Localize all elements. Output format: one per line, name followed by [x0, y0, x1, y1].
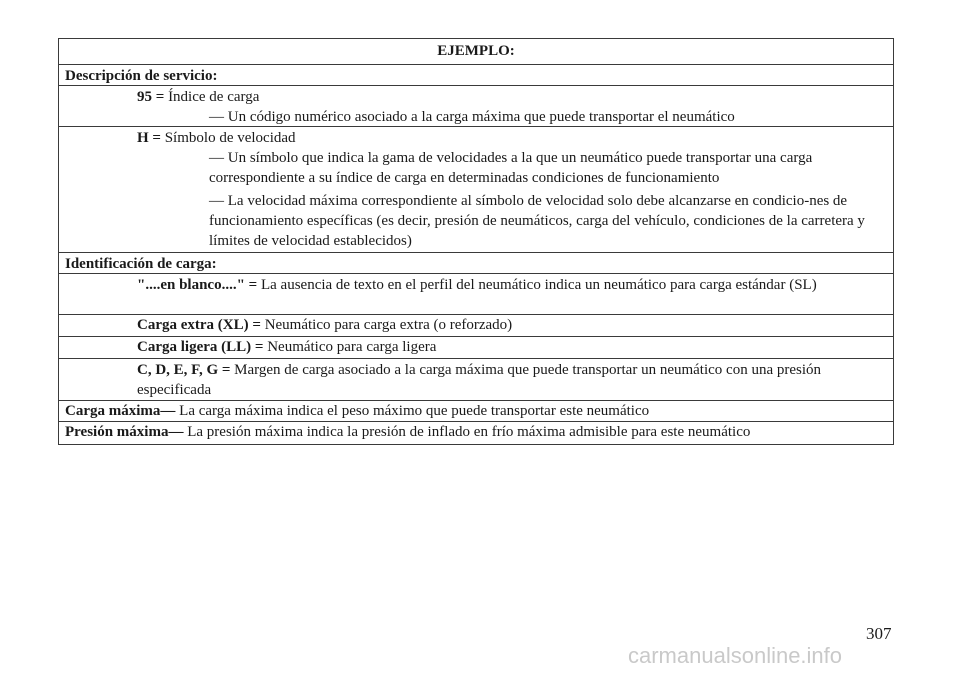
table-header	[58, 39, 894, 65]
max-load-row	[58, 401, 894, 422]
light-load-code: Carga ligera (LL) =	[137, 339, 264, 355]
page-number: 307	[866, 624, 892, 643]
extra-load-code: Carga extra (XL) =	[137, 317, 261, 333]
section-heading-text: Descripción de servicio:	[65, 68, 218, 84]
light-load-text: Neumático para carga ligera	[267, 339, 437, 355]
load-range-text: Margen de carga asociado a la carga máxima que puede transportar un neumático con una presión especificada	[137, 362, 822, 398]
speed-symbol-label: Símbolo de velocidad	[164, 130, 296, 146]
load-index-label: Índice de carga	[168, 89, 260, 105]
extra-load-text: Neumático para carga extra (o reforzado)	[264, 317, 513, 333]
example-title: EJEMPLO:	[437, 43, 515, 59]
max-pressure-row	[58, 422, 894, 445]
blank-load-code: "....en blanco...." =	[137, 277, 258, 293]
load-index-row	[58, 86, 894, 127]
load-range-row	[58, 359, 894, 401]
load-index-desc: — Un código numérico asociado a la carga máxima que puede transportar el neumático	[209, 109, 735, 125]
speed-symbol-desc-1: — Un símbolo que indica la gama de velocidades a la que un neumático puede transportar una carga correspondiente a su índice de carga en determinadas condiciones de funcionamiento	[209, 150, 813, 186]
speed-symbol-desc-2: — La velocidad máxima correspondiente al símbolo de velocidad solo debe alcanzarse en condicio-nes de funcionamiento específicas (es decir, presión de neumáticos, carga del vehículo, condiciones de la carretera y límites de velocidad establecidos)	[209, 193, 865, 249]
section-heading-text: Identificación de carga:	[65, 256, 217, 272]
load-index-code: 95 =	[137, 89, 165, 105]
blank-load-text: La ausencia de texto en el perfil del neumático indica un neumático para carga estándar (SL)	[260, 277, 817, 293]
blank-load-row	[58, 274, 894, 315]
speed-symbol-row	[58, 127, 894, 253]
tire-info-table	[58, 38, 894, 445]
max-load-text: La carga máxima indica el peso máximo que puede transportar este neumático	[179, 403, 650, 419]
service-description-heading	[58, 65, 894, 86]
max-pressure-label: Presión máxima—	[65, 424, 184, 440]
light-load-row	[58, 337, 894, 359]
max-pressure-text: La presión máxima indica la presión de inflado en frío máxima admisible para este neumático	[187, 424, 751, 440]
load-identification-heading	[58, 253, 894, 274]
max-load-label: Carga máxima—	[65, 403, 176, 419]
watermark: carmanualsonline.info	[628, 643, 843, 668]
speed-symbol-code: H =	[137, 130, 161, 146]
extra-load-row	[58, 315, 894, 337]
load-range-code: C, D, E, F, G =	[137, 362, 231, 378]
